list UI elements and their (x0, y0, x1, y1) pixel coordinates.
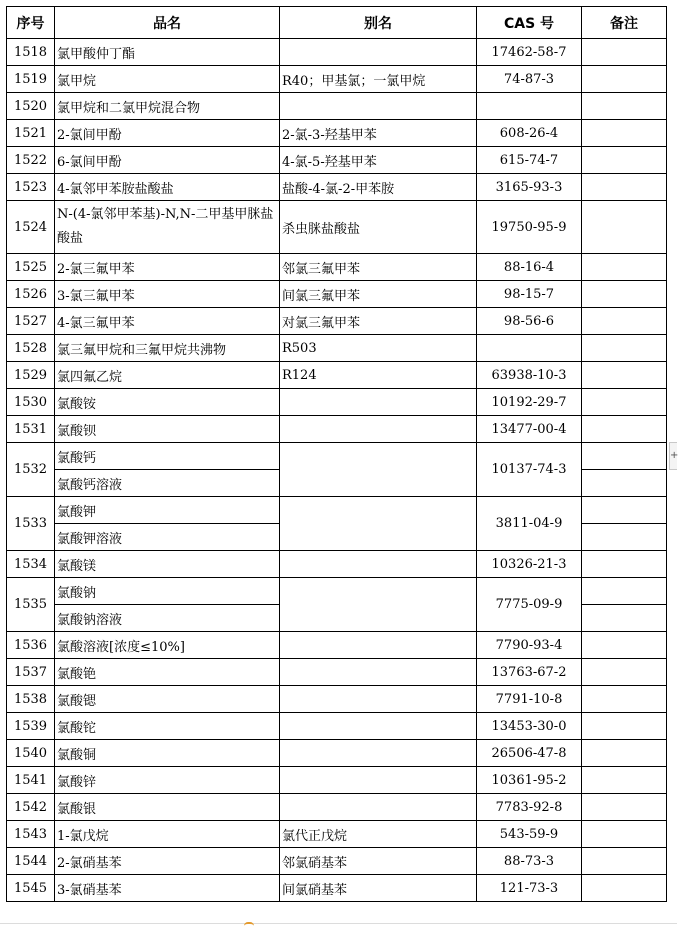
cell-alias (280, 794, 477, 821)
cell-remarks (582, 767, 667, 794)
cell-remarks (582, 308, 667, 335)
cell-cas-number: 26506-47-8 (477, 740, 582, 767)
cell-remarks (582, 335, 667, 362)
cell-alias (280, 416, 477, 443)
cell-product-name: 4-氯邻甲苯胺盐酸盐 (55, 174, 280, 201)
cell-product-name: 氯四氟乙烷 (55, 362, 280, 389)
cell-alias: 邻氯硝基苯 (280, 848, 477, 875)
cell-cas-number: 10326-21-3 (477, 551, 582, 578)
table-row (7, 120, 667, 147)
cell-remarks (582, 281, 667, 308)
cell-remarks (582, 659, 667, 686)
cell-product-name: 氯酸铜 (55, 740, 280, 767)
cell-remarks (582, 416, 667, 443)
cell-remarks (582, 362, 667, 389)
cell-alias: 盐酸-4-氯-2-甲苯胺 (280, 174, 477, 201)
table-row (7, 794, 667, 821)
cell-product-name: 氯酸钙 (55, 443, 280, 470)
cell-remarks (582, 443, 667, 470)
cell-serial-no: 1522 (7, 147, 55, 174)
cell-remarks (582, 740, 667, 767)
cell-cas-number: 63938-10-3 (477, 362, 582, 389)
header-product-name: 品名 (55, 7, 280, 39)
cell-serial-no: 1523 (7, 174, 55, 201)
cell-remarks (582, 66, 667, 93)
cell-cas-number: 17462-58-7 (477, 39, 582, 66)
table-row (7, 713, 667, 740)
cell-remarks (582, 389, 667, 416)
cell-serial-no: 1544 (7, 848, 55, 875)
cell-product-name: 4-氯三氟甲苯 (55, 308, 280, 335)
cell-remarks (582, 848, 667, 875)
cell-cas-number: 88-73-3 (477, 848, 582, 875)
cell-product-name: 氯酸钾 (55, 497, 280, 524)
cell-cas-number: 19750-95-9 (477, 201, 582, 254)
cell-alias: R40；甲基氯；一氯甲烷 (280, 66, 477, 93)
table-row (7, 174, 667, 201)
cell-cas-number: 7783-92-8 (477, 794, 582, 821)
cell-remarks (582, 147, 667, 174)
cell-remarks (582, 201, 667, 254)
cell-cas-number (477, 335, 582, 362)
header-alias: 别名 (280, 7, 477, 39)
cell-remarks (582, 578, 667, 605)
cell-serial-no: 1524 (7, 201, 55, 254)
cell-cas-number: 98-15-7 (477, 281, 582, 308)
cell-remarks (582, 254, 667, 281)
header-cas-number: CAS 号 (477, 7, 582, 39)
bottom-indicator-mark (244, 922, 254, 928)
cell-alias (280, 659, 477, 686)
cell-cas-number: 10192-29-7 (477, 389, 582, 416)
table-row (7, 39, 667, 66)
cell-remarks (582, 120, 667, 147)
cell-remarks (582, 93, 667, 120)
cell-cas-number: 3165-93-3 (477, 174, 582, 201)
table-row (7, 686, 667, 713)
cell-alias (280, 578, 477, 632)
table-body (7, 39, 667, 902)
cell-remarks (582, 794, 667, 821)
cell-product-name: 氯酸铊 (55, 713, 280, 740)
table-row (7, 254, 667, 281)
cell-cas-number: 10361-95-2 (477, 767, 582, 794)
cell-cas-number: 608-26-4 (477, 120, 582, 147)
cell-product-name: 氯甲酸仲丁酯 (55, 39, 280, 66)
cell-product-name: 氯酸铯 (55, 659, 280, 686)
cell-serial-no: 1525 (7, 254, 55, 281)
cell-cas-number: 7775-09-9 (477, 578, 582, 632)
cell-serial-no: 1541 (7, 767, 55, 794)
cell-product-name: 3-氯三氟甲苯 (55, 281, 280, 308)
table-row (7, 389, 667, 416)
cell-cas-number: 13763-67-2 (477, 659, 582, 686)
table-row (7, 281, 667, 308)
table-row (7, 578, 667, 605)
table-header-row (7, 7, 667, 39)
table-row (7, 443, 667, 470)
table-row (7, 767, 667, 794)
cell-alias (280, 93, 477, 120)
cell-remarks (582, 174, 667, 201)
cell-serial-no: 1531 (7, 416, 55, 443)
cell-remarks (582, 875, 667, 902)
cell-product-name: 氯酸锌 (55, 767, 280, 794)
cell-cas-number: 98-56-6 (477, 308, 582, 335)
cell-remarks (582, 632, 667, 659)
cell-product-name: 氯甲烷 (55, 66, 280, 93)
cell-product-name: 2-氯间甲酚 (55, 120, 280, 147)
cell-product-name: 2-氯硝基苯 (55, 848, 280, 875)
cell-serial-no: 1518 (7, 39, 55, 66)
cell-product-name: 氯酸溶液[浓度≤10%] (55, 632, 280, 659)
table-row (7, 308, 667, 335)
cell-cas-number: 88-16-4 (477, 254, 582, 281)
cell-alias: 氯代正戊烷 (280, 821, 477, 848)
cell-alias (280, 389, 477, 416)
cell-product-name: 3-氯硝基苯 (55, 875, 280, 902)
table-row (7, 335, 667, 362)
cell-remarks (582, 470, 667, 497)
cell-serial-no: 1526 (7, 281, 55, 308)
cell-serial-no: 1530 (7, 389, 55, 416)
cell-alias (280, 632, 477, 659)
cell-serial-no: 1535 (7, 578, 55, 632)
cell-serial-no: 1529 (7, 362, 55, 389)
cell-cas-number: 7790-93-4 (477, 632, 582, 659)
cell-alias (280, 713, 477, 740)
cell-alias (280, 767, 477, 794)
cell-alias (280, 740, 477, 767)
cell-alias: 杀虫脒盐酸盐 (280, 201, 477, 254)
cell-serial-no: 1534 (7, 551, 55, 578)
cell-serial-no: 1528 (7, 335, 55, 362)
cell-alias: 间氯硝基苯 (280, 875, 477, 902)
cell-product-name: 氯酸钠溶液 (55, 605, 280, 632)
cell-product-name: 氯酸钡 (55, 416, 280, 443)
cell-serial-no: 1519 (7, 66, 55, 93)
cell-serial-no: 1532 (7, 443, 55, 497)
cell-cas-number: 3811-04-9 (477, 497, 582, 551)
cell-product-name: 氯酸钙溶液 (55, 470, 280, 497)
cell-product-name: 氯酸钠 (55, 578, 280, 605)
cell-remarks (582, 524, 667, 551)
cell-cas-number: 13453-30-0 (477, 713, 582, 740)
table-row (7, 659, 667, 686)
page-bottom-divider (0, 923, 677, 924)
cell-serial-no: 1540 (7, 740, 55, 767)
cell-alias (280, 497, 477, 551)
cell-alias: 4-氯-5-羟基甲苯 (280, 147, 477, 174)
cell-remarks (582, 821, 667, 848)
cell-cas-number: 7791-10-8 (477, 686, 582, 713)
cell-remarks (582, 713, 667, 740)
cell-product-name: 氯酸镁 (55, 551, 280, 578)
cell-product-name: 6-氯间甲酚 (55, 147, 280, 174)
table-row (7, 93, 667, 120)
cell-remarks (582, 551, 667, 578)
cell-product-name: 氯酸锶 (55, 686, 280, 713)
cell-product-name: 2-氯三氟甲苯 (55, 254, 280, 281)
table-row (7, 632, 667, 659)
cell-serial-no: 1543 (7, 821, 55, 848)
cell-alias: R503 (280, 335, 477, 362)
cell-alias: 对氯三氟甲苯 (280, 308, 477, 335)
table-row (7, 848, 667, 875)
table-row (7, 147, 667, 174)
table-row (7, 416, 667, 443)
side-expand-tab[interactable]: + (669, 442, 677, 470)
cell-cas-number: 543-59-9 (477, 821, 582, 848)
cell-alias (280, 686, 477, 713)
cell-remarks (582, 497, 667, 524)
cell-serial-no: 1520 (7, 93, 55, 120)
table-row (7, 821, 667, 848)
table-row (7, 201, 667, 254)
header-serial-no: 序号 (7, 7, 55, 39)
cell-alias (280, 39, 477, 66)
cell-serial-no: 1536 (7, 632, 55, 659)
chemical-table (6, 6, 667, 902)
cell-product-name: 氯甲烷和二氯甲烷混合物 (55, 93, 280, 120)
cell-cas-number: 121-73-3 (477, 875, 582, 902)
cell-serial-no: 1537 (7, 659, 55, 686)
cell-product-name: 氯酸钾溶液 (55, 524, 280, 551)
cell-cas-number: 13477-00-4 (477, 416, 582, 443)
table-row (7, 875, 667, 902)
cell-serial-no: 1527 (7, 308, 55, 335)
table-row (7, 497, 667, 524)
cell-alias: 间氯三氟甲苯 (280, 281, 477, 308)
cell-cas-number: 615-74-7 (477, 147, 582, 174)
cell-alias (280, 443, 477, 497)
cell-alias: R124 (280, 362, 477, 389)
header-remarks: 备注 (582, 7, 667, 39)
cell-remarks (582, 686, 667, 713)
cell-product-name: 氯酸铵 (55, 389, 280, 416)
cell-alias: 2-氯-3-羟基甲苯 (280, 120, 477, 147)
cell-serial-no: 1545 (7, 875, 55, 902)
cell-serial-no: 1538 (7, 686, 55, 713)
table-row (7, 740, 667, 767)
cell-cas-number (477, 93, 582, 120)
cell-serial-no: 1521 (7, 120, 55, 147)
cell-product-name: 氯三氟甲烷和三氟甲烷共沸物 (55, 335, 280, 362)
cell-remarks (582, 39, 667, 66)
cell-serial-no: 1542 (7, 794, 55, 821)
cell-serial-no: 1539 (7, 713, 55, 740)
cell-serial-no: 1533 (7, 497, 55, 551)
cell-product-name: 氯酸银 (55, 794, 280, 821)
table-row (7, 362, 667, 389)
cell-cas-number: 10137-74-3 (477, 443, 582, 497)
cell-remarks (582, 605, 667, 632)
cell-cas-number: 74-87-3 (477, 66, 582, 93)
cell-alias (280, 551, 477, 578)
cell-product-name: N-(4-氯邻甲苯基)-N,N-二甲基甲脒盐酸盐 (55, 201, 280, 254)
cell-product-name: 1-氯戊烷 (55, 821, 280, 848)
cell-alias: 邻氯三氟甲苯 (280, 254, 477, 281)
table-row (7, 551, 667, 578)
table-row (7, 66, 667, 93)
